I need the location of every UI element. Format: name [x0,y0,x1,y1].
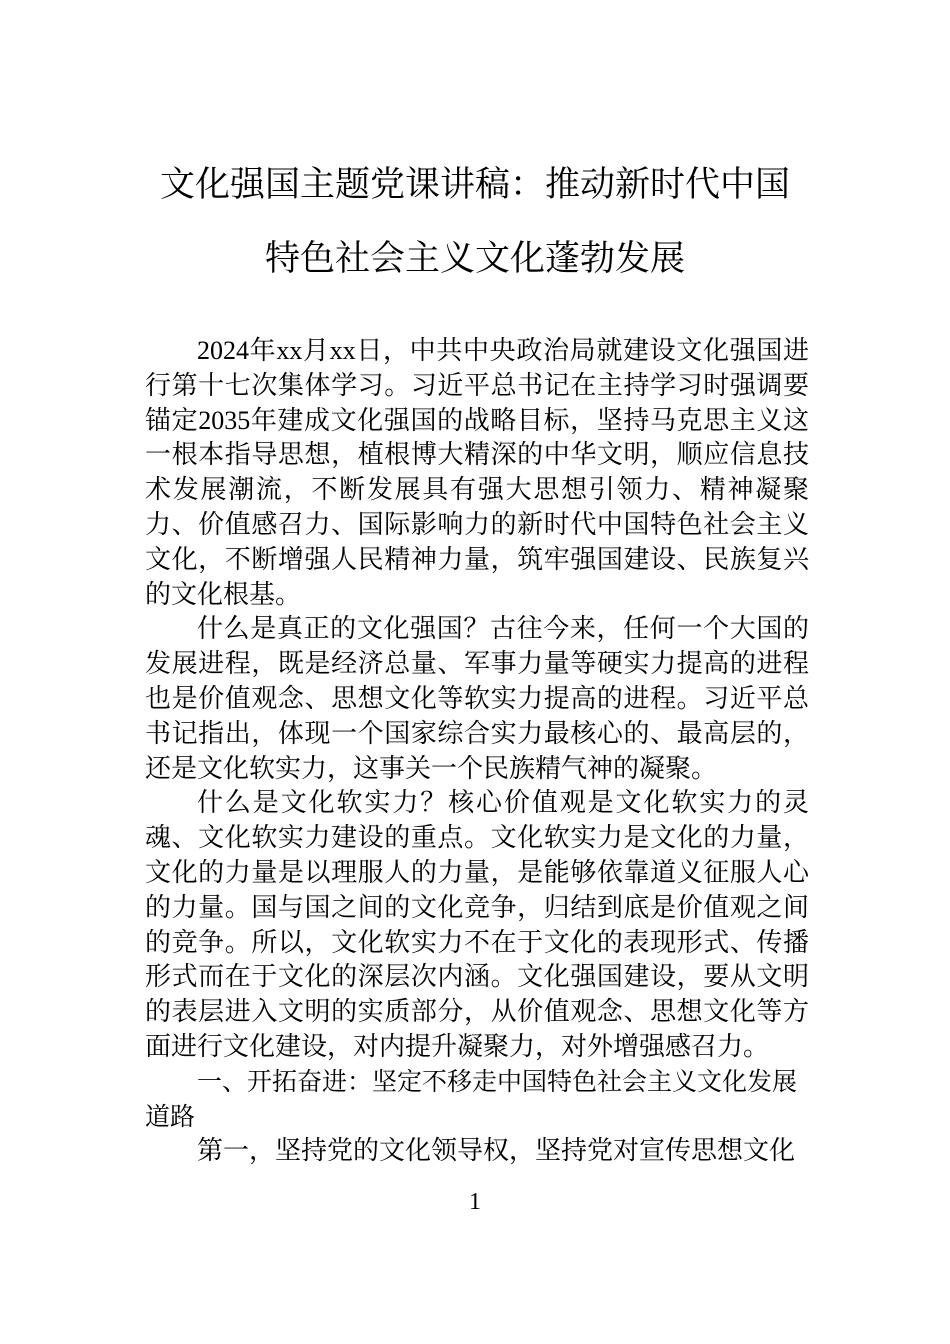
title-line-2: 特色社会主义文化蓬勃发展 [264,239,685,279]
title-line-1: 文化强国主题党课讲稿：推动新时代中国 [159,165,790,205]
paragraph-3: 什么是文化软实力？核心价值观是文化软实力的灵魂、文化软实力建设的重点。文化软实力是文化的力量，文化的力量是以理服人的力量，是能够依靠道义征服人心的力量。国与国之间的文化竞争，归结到底是价值观之间的竞争。所以，文化软实力不在于文化的表现形式、传播形式而在于文化的深层次内涵。文化强国建设，要从文明的表层进入文明的实质部分，从价值观念、思想文化等方面进行文化建设，对内提升凝聚力，对外增强感召力。 [145,788,809,1061]
section-heading-1: 一、开拓奋进：坚定不移走中国特色社会主义文化发展道路 [145,1066,798,1131]
paragraph-1: 2024年xx月xx日，中共中央政治局就建设文化强国进行第十七次集体学习。习近平总书记在主持学习时强调要锚定2035年建成文化强国的战略目标，坚持马克思主义这一根本指导思想，植根博大精深的中华文明，顺应信息技术发展潮流，不断发展具有强大思想引领力、精神凝聚力、价值感召力、国际影响力的新时代中国特色社会主义文化，不断增强人民精神力量，筑牢强国建设、民族复兴的文化根基。 [145,336,809,609]
paragraph-2: 什么是真正的文化强国？古往今来，任何一个大国的发展进程，既是经济总量、军事力量等硬实力提高的进程也是价值观念、思想文化等软实力提高的进程。习近平总书记指出，体现一个国家综合实力最核心的、最高层的，还是文化软实力，这事关一个民族精气神的凝聚。 [145,614,809,783]
paragraph-4: 第一，坚持党的文化领导权，坚持党对宣传思想文化 [197,1136,796,1166]
document-title [0,165,950,279]
page-number: 1 [469,1189,481,1215]
document-body [145,334,809,1169]
